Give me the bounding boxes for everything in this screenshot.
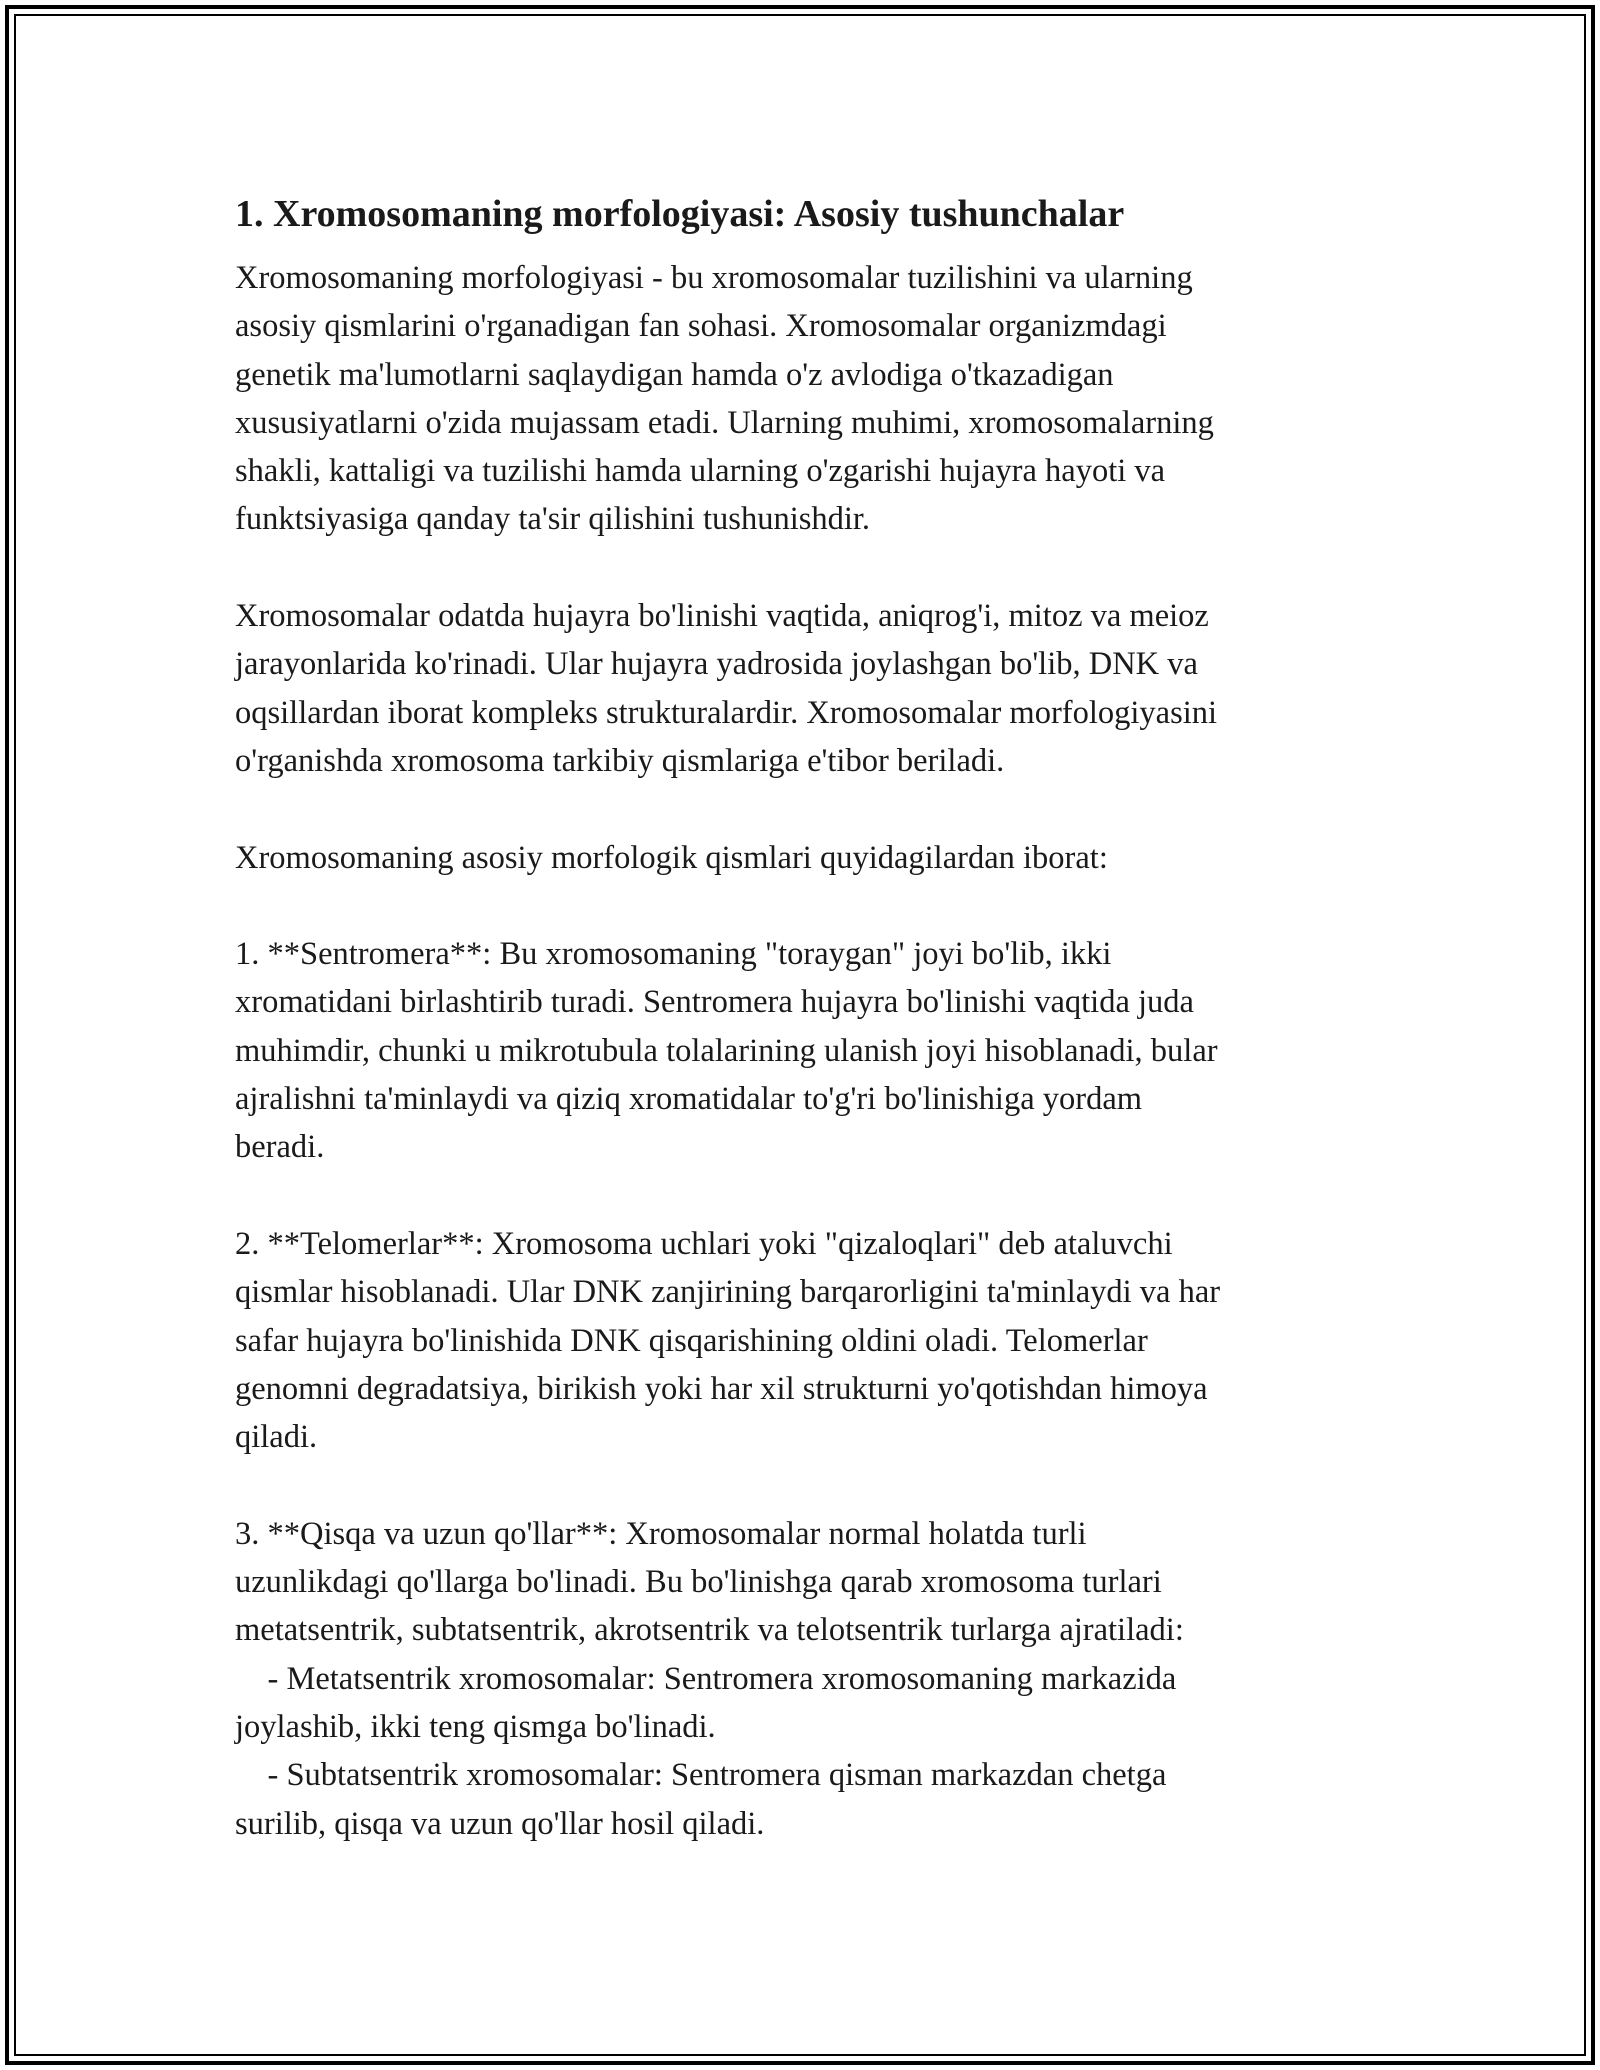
text-line: - Subtatsentrik xromosomalar: Sentromera qisman markazdan chetga [235,1757,1167,1794]
paragraph-visibility [235,592,1365,785]
text-line: uzunlikdagi qo'llarga bo'linadi. Bu bo'linishga qarab xromosoma turlari [235,1564,1162,1601]
text-line: Xromosomaning asosiy morfologik qismlari quyidagilardan iborat: [235,839,1108,876]
text-line: muhimdir, chunki u mikrotubula tolalarining ulanish joyi hisoblanadi, bular [235,1032,1218,1069]
text-line: joylashib, ikki teng qismga bo'linadi. [235,1708,716,1745]
list-item-qollar [235,1510,1365,1848]
text-line: oqsillardan iborat kompleks strukturalardir. Xromosomalar morfologiyasini [235,694,1218,731]
text-line: xususiyatlarni o'zida mujassam etadi. Ularning muhimi, xromosomalarning [235,404,1214,441]
text-line: Xromosomaning morfologiyasi - bu xromosomalar tuzilishini va ularning [235,260,1193,296]
text-line: shakli, kattaligi va tuzilishi hamda ularning o'zgarishi hujayra hayoti va [235,453,1166,490]
text-line: ajralishni ta'minlaydi va qiziq xromatidalar to'g'ri bo'linishiga yordam [235,1081,1143,1118]
text-line: - Metatsentrik xromosomalar: Sentromera xromosomaning markazida [235,1660,1177,1697]
text-line: Xromosomalar odatda hujayra bo'linishi vaqtida, aniqrog'i, mitoz va meioz [235,598,1209,635]
text-line: beradi. [235,1129,325,1166]
text-line: funktsiyasiga qanday ta'sir qilishini tushunishdir. [235,501,871,538]
text-line: o'rganishda xromosoma tarkibiy qismlariga e'tibor beriladi. [235,742,1005,779]
list-item-sentromera [235,930,1365,1171]
text-line: metatsentrik, subtatsentrik, akrotsentrik va telotsentrik turlarga ajratiladi: [235,1612,1184,1649]
text-line: 3. **Qisqa va uzun qo'llar**: Xromosomalar normal holatda turli [235,1515,1087,1552]
text-line: surilib, qisqa va uzun qo'llar hosil qiladi. [235,1805,765,1842]
document-body [235,188,1365,1896]
paragraph-intro [235,254,1365,544]
text-line: qismlar hisoblanadi. Ular DNK zanjirining barqarorligini ta'minlaydi va har [235,1274,1221,1311]
text-line: genomni degradatsiya, birikish yoki har xil strukturni yo'qotishdan himoya [235,1370,1208,1407]
paragraph-parts-intro [235,834,1365,882]
page-title: 1. Xromosomaning morfologiyasi: Asosiy tushunchalar [235,193,1125,235]
text-line: safar hujayra bo'linishida DNK qisqarishining oldini oladi. Telomerlar [235,1322,1148,1359]
list-item-telomerlar [235,1220,1365,1461]
text-line: qiladi. [235,1419,318,1456]
text-line: 2. **Telomerlar**: Xromosoma uchlari yoki "qizaloqlari" deb ataluvchi [235,1225,1173,1262]
text-line: xromatidani birlashtirib turadi. Sentromera hujayra bo'linishi vaqtida juda [235,984,1194,1021]
text-line: genetik ma'lumotlarni saqlaydigan hamda o'z avlodiga o'tkazadigan [235,356,1114,393]
text-line: jarayonlarida ko'rinadi. Ular hujayra yadrosida joylashgan bo'lib, DNK va [235,646,1198,683]
text-line: 1. **Sentromera**: Bu xromosomaning "toraygan" joyi bo'lib, ikki [235,936,1112,973]
text-line: asosiy qismlarini o'rganadigan fan sohasi. Xromosomalar organizmdagi [235,308,1167,345]
